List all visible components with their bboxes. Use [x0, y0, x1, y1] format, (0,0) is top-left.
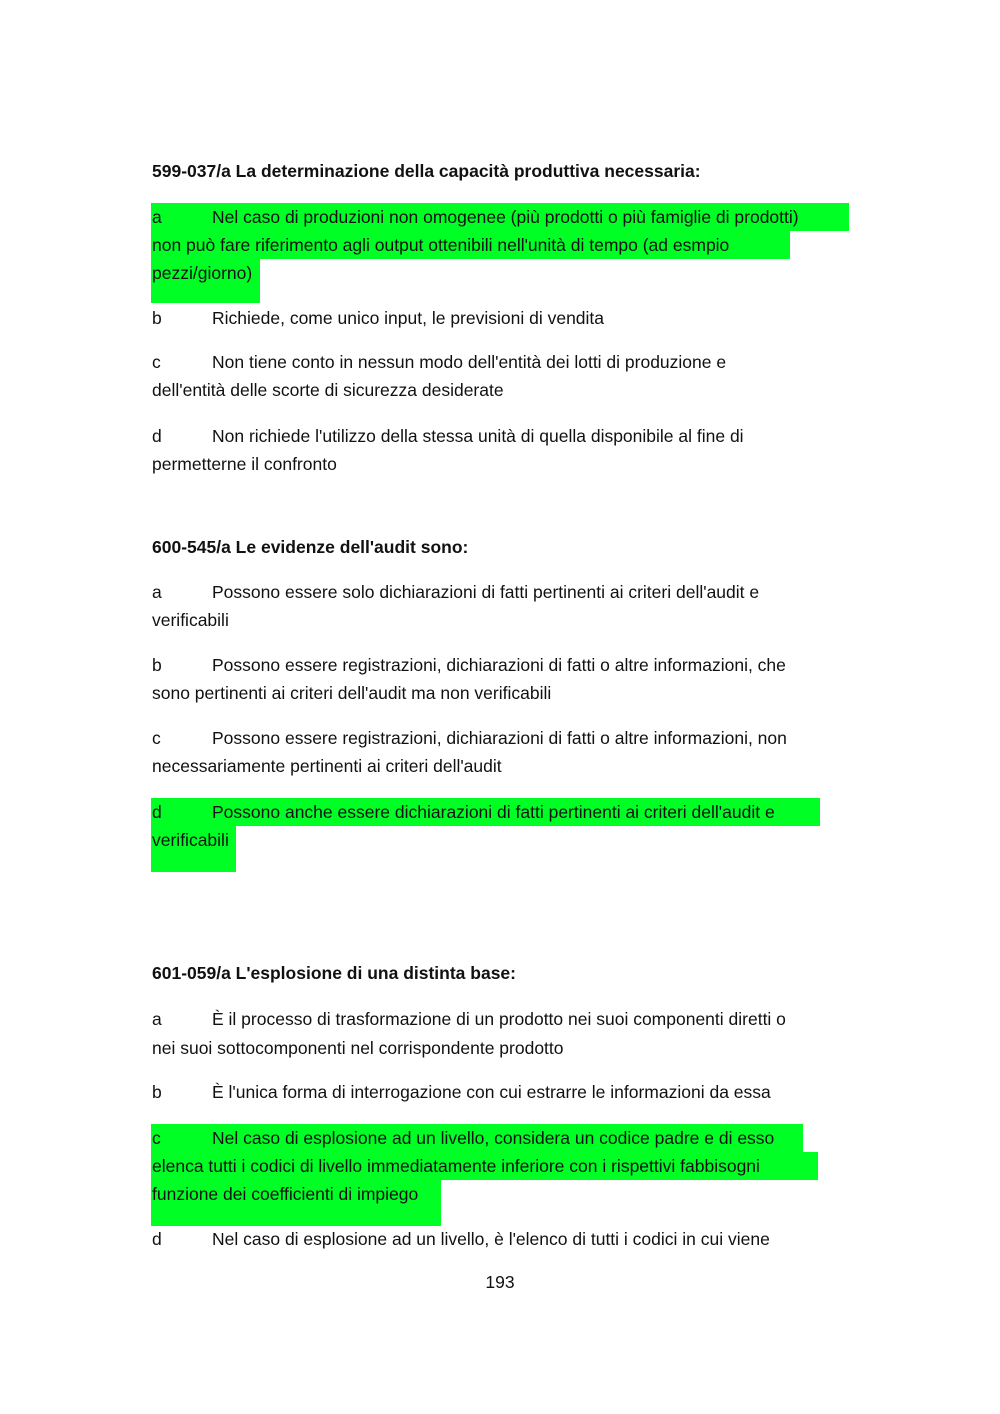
answer-letter: c — [152, 352, 161, 372]
answer-letter: d — [152, 802, 162, 822]
question-title: 601-059/a L'esplosione di una distinta base: — [152, 963, 516, 983]
answer-line — [152, 651, 786, 679]
answer-line — [152, 304, 604, 332]
answer-line — [152, 798, 775, 826]
answer-text: Possono anche essere dichiarazioni di fatti pertinenti ai criteri dell'audit e — [212, 802, 775, 822]
answer-line: verificabili — [152, 830, 229, 850]
answer-text: È il processo di trasformazione di un prodotto nei suoi componenti diretti o — [212, 1009, 786, 1029]
answer-line: funzione dei coefficienti di impiego — [152, 1184, 419, 1204]
answer-line: sono pertinenti ai criteri dell'audit ma non verificabili — [152, 683, 552, 703]
answer-text: Possono essere registrazioni, dichiarazioni di fatti o altre informazioni, che — [212, 655, 786, 675]
answer-text: Richiede, come unico input, le previsioni di vendita — [212, 308, 605, 328]
answer-letter: b — [152, 1082, 162, 1102]
answer-line — [152, 203, 799, 231]
answer-letter: a — [152, 582, 162, 602]
answer-text: Nel caso di esplosione ad un livello, è l'elenco di tutti i codici in cui viene — [212, 1229, 770, 1249]
answer-letter: d — [152, 426, 162, 446]
answer-text: Possono essere registrazioni, dichiarazioni di fatti o altre informazioni, non — [212, 728, 787, 748]
answer-letter: a — [152, 207, 162, 227]
answer-line: necessariamente pertinenti ai criteri dell'audit — [152, 756, 502, 776]
answer-letter: b — [152, 308, 162, 328]
answer-line: permetterne il confronto — [152, 454, 337, 474]
answer-letter: c — [152, 1128, 161, 1148]
answer-line: verificabili — [152, 610, 229, 630]
answer-line — [152, 348, 726, 376]
answer-letter: a — [152, 1009, 162, 1029]
answer-text: Non richiede l'utilizzo della stessa unità di quella disponibile al fine di — [212, 426, 744, 446]
answer-line: dell'entità delle scorte di sicurezza desiderate — [152, 380, 504, 400]
answer-line — [152, 1225, 770, 1253]
answer-text: È l'unica forma di interrogazione con cui estrarre le informazioni da essa — [212, 1082, 771, 1102]
answer-line: pezzi/giorno) — [152, 263, 253, 283]
answer-letter: d — [152, 1229, 162, 1249]
answer-line — [152, 578, 759, 606]
answer-line — [152, 422, 744, 450]
answer-line — [152, 724, 787, 752]
page-number: 193 — [485, 1272, 515, 1292]
answer-text: Nel caso di produzioni non omogenee (più prodotti o più famiglie di prodotti) — [212, 207, 799, 227]
answer-text: Possono essere solo dichiarazioni di fatti pertinenti ai criteri dell'audit e — [212, 582, 760, 602]
answer-line: non può fare riferimento agli output ottenibili nell'unità di tempo (ad esmpio — [152, 235, 730, 255]
answer-line — [152, 1124, 774, 1152]
answer-line: elenca tutti i codici di livello immediatamente inferiore con i rispettivi fabbisogni — [152, 1156, 760, 1176]
question-title: 599-037/a La determinazione della capacità produttiva necessaria: — [152, 161, 701, 181]
question-title: 600-545/a Le evidenze dell'audit sono: — [152, 537, 469, 557]
answer-line — [152, 1078, 771, 1106]
answer-letter: c — [152, 728, 161, 748]
answer-line — [152, 1005, 786, 1033]
answer-line: nei suoi sottocomponenti nel corrispondente prodotto — [152, 1038, 564, 1058]
answer-letter: b — [152, 655, 162, 675]
answer-text: Nel caso di esplosione ad un livello, considera un codice padre e di esso — [212, 1128, 775, 1148]
answer-text: Non tiene conto in nessun modo dell'entità dei lotti di produzione e — [212, 352, 727, 372]
